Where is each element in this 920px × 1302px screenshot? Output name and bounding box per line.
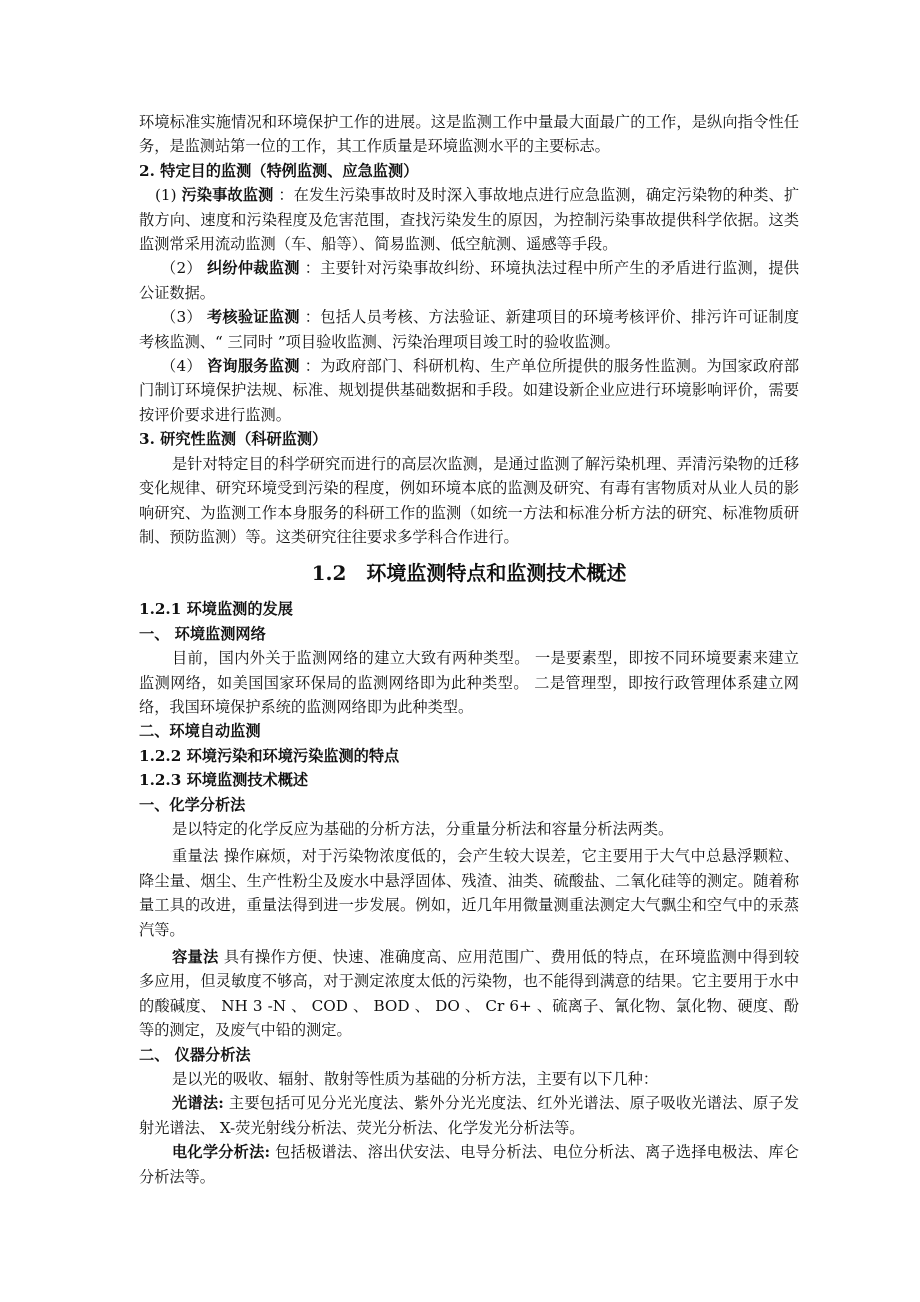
heading-chemical-analysis: 一、化学分析法: [139, 795, 246, 814]
heading-1-2-3: 1.2.3 环境监测技术概述: [139, 771, 309, 790]
paragraph-volumetric: [139, 945, 799, 1043]
text-volumetric: 具有操作方便、快速、准确度高、应用范围广、费用低的特点，在环境监测中得到较多应用，但灵敏度不够高，对于测定浓度太低的污染物，也不能得到满意的结果。它主要用于水中的酸碱度、 NH 3 -N 、 COD 、 BOD 、 DO 、 Cr 6+ 、硫离子、氰化物、氯化物、硬度、酚等的测定，及废气中铅的测定。: [139, 948, 800, 1040]
paragraph-monitoring-network: 目前，国内外关于监测网络的建立大致有两种类型。 一是要素型，即按不同环境要素来建立监测网络，如美国国家环保局的监测网络即为此种类型。 二是管理型，即按行政管理体系建立网络，我国环境保护系统的监测网络即为此种类型。: [139, 649, 799, 716]
list-item-number: （4）: [161, 357, 207, 376]
list-item-term: 纠纷仲裁监测: [206, 259, 300, 278]
list-item-text: ：主要针对污染事故纠纷、环境执法过程中所产生的矛盾进行监测，提供公证数据。: [139, 259, 800, 302]
list-item-pollution-accident: [139, 183, 799, 256]
list-item-text: ：为政府部门、科研机构、生产单位所提供的服务性监测。为国家政府部门制订环境保护法规、标准、规划提供基础数据和手段。如建设新企业应进行环境影响评价，需要按评价要求进行监测。: [139, 357, 800, 424]
paragraph-electrochemical: [139, 1140, 799, 1189]
list-item-text: ：在发生污染事故时及时深入事故地点进行应急监测，确定污染物的种类、扩散方向、速度和污染程度及危害范围，查找污染发生的原因，为控制污染事故提供科学依据。这类监测常采用流动监测（车、船等）、简易监测、低空航测、遥感等手段。: [139, 186, 800, 254]
list-item-number: （2）: [161, 259, 207, 278]
heading-special-purpose-monitoring: 2. 特定目的监测（特例监测、应急监测）: [139, 161, 419, 180]
heading-1-2-1: 1.2.1 环境监测的发展: [139, 600, 293, 619]
term-electrochemical: 电化学分析法:: [172, 1143, 271, 1162]
text-gravimetric: 操作麻烦，对于污染物浓度低的，会产生较大误差，它主要用于大气中总悬浮颗粒、降尘量、烟尘、生产性粉尘及废水中悬浮固体、残渣、油类、硫酸盐、二氧化硅等的测定。随着称量工具的改进，重量法得到进一步发展。例如，近几年用微量测重法测定大气飘尘和空气中的汞蒸汽等。: [139, 847, 800, 939]
heading-monitoring-network: 一、 环境监测网络: [139, 624, 266, 643]
list-item-dispute-arbitration: [139, 256, 799, 305]
section-title: 1.2 环境监测特点和监测技术概述: [311, 561, 627, 586]
heading-automatic-monitoring: 二、环境自动监测: [139, 722, 261, 741]
list-item-number: (1): [155, 186, 182, 205]
document-body: [139, 110, 799, 1189]
list-item-term: 考核验证监测: [206, 308, 300, 327]
list-item-assessment-verification: [139, 305, 799, 354]
paragraph-chemical-analysis: 是以特定的化学反应为基础的分析方法，分重量分析法和容量分析法两类。: [172, 819, 674, 838]
paragraph-instrumental-analysis: 是以光的吸收、辐射、散射等性质为基础的分析方法，主要有以下几种：: [172, 1070, 658, 1089]
heading-instrumental-analysis: 二、 仪器分析法: [139, 1045, 251, 1064]
text-spectroscopy: 主要包括可见分光光度法、紫外分光光度法、红外光谱法、原子吸收光谱法、原子发射光谱法、 X-荧光射线分析法、荧光分析法、化学发光分析法等。: [139, 1094, 800, 1137]
paragraph-spectroscopy: [139, 1091, 799, 1140]
term-spectroscopy: 光谱法:: [172, 1094, 224, 1113]
heading-research-monitoring: 3. 研究性监测（科研监测）: [139, 430, 328, 449]
list-item-number: （3）: [161, 308, 207, 327]
term-volumetric: 容量法: [172, 948, 219, 966]
list-item-consulting-service: [139, 354, 799, 427]
list-item-text: ：包括人员考核、方法验证、新建项目的环境考核评价、排污许可证制度考核监测、“ 三同时 ”项目验收监测、污染治理项目竣工时的验收监测。: [139, 308, 800, 351]
list-item-term: 污染事故监测: [181, 186, 274, 205]
paragraph-monitoring-tasks: 环境标准实施情况和环境保护工作的进展。这是监测工作中量最大面最广的工作，是纵向指令性任务，是监测站第一位的工作，其工作质量是环境监测水平的主要标志。: [139, 113, 799, 156]
heading-1-2-2: 1.2.2 环境污染和环境污染监测的特点: [139, 746, 400, 765]
paragraph-gravimetric: [139, 844, 799, 942]
paragraph-research-monitoring: 是针对特定目的科学研究而进行的高层次监测，是通过监测了解污染机理、弄清污染物的迁移变化规律、研究环境受到污染的程度，例如环境本底的监测及研究、有毒有害物质对从业人员的影响研究、为监测工作本身服务的科研工作的监测（如统一方法和标准分析方法的研究、标准物质研制、预防监测）等。这类研究往往要求多学科合作进行。: [139, 454, 799, 546]
term-gravimetric: 重量法: [172, 847, 219, 866]
list-item-term: 咨询服务监测: [206, 357, 300, 376]
text-electrochemical: 包括极谱法、溶出伏安法、电导分析法、电位分析法、离子选择电极法、库仑分析法等。: [139, 1143, 799, 1186]
